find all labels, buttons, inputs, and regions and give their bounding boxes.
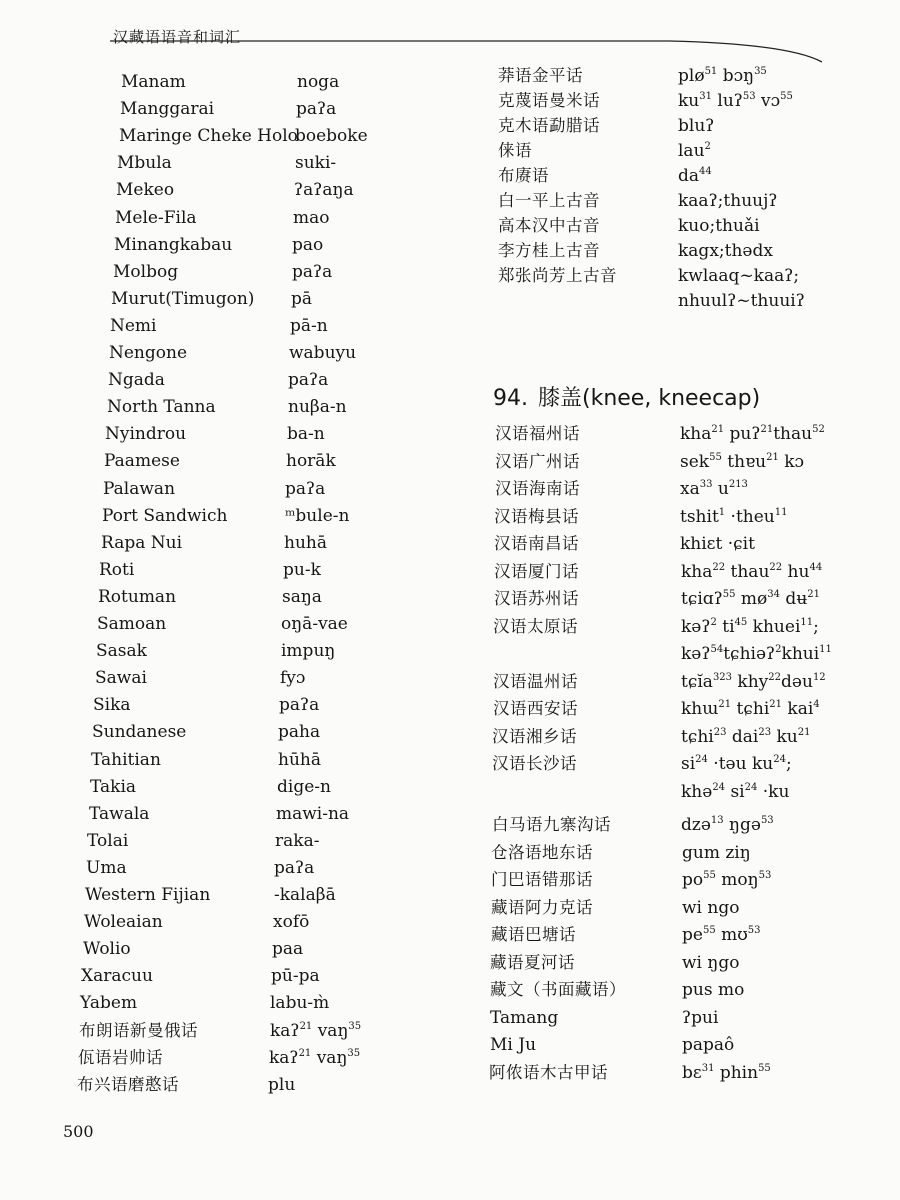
language-name: 佤语岩帅话	[78, 1048, 163, 1067]
language-name: Palawan	[103, 479, 176, 499]
word-form: kəʔ$^2$ $ti^{45}$ khuei$^{11}$;	[681, 617, 819, 637]
language-name: 阿侬语木古甲话	[489, 1063, 608, 1082]
word-form: ʔaʔaŋa	[294, 180, 354, 200]
word-form: $po^{55}$ moŋ$^{53}$	[682, 870, 772, 890]
word-form: kaʔ$^{21}$ vaŋ$^{35}$	[269, 1048, 361, 1068]
language-name: Paamese	[104, 451, 180, 471]
word-form: pu-k	[283, 560, 321, 580]
word-form: kəʔ$^{54}$tɕhiəʔ$^2$khui$^{11}$	[681, 644, 832, 664]
section-number: 94.	[493, 386, 528, 411]
word-form: khə$^{24}$ $si^{24} \cdot ku$	[681, 782, 790, 802]
language-name: Nemi	[110, 316, 157, 336]
language-name: Takia	[90, 777, 137, 797]
word-form: papaô	[682, 1035, 735, 1055]
language-name: 汉语海南话	[495, 479, 580, 498]
word-form: kaʔ$^{21}$ vaŋ$^{35}$	[270, 1021, 362, 1041]
running-head: 汉藏语语音和词汇	[113, 28, 242, 46]
language-name: Nyindrou	[105, 424, 187, 444]
language-name: Manam	[121, 72, 186, 92]
word-form: tshit$^1$ ·theu$^{11}$	[680, 507, 788, 527]
word-form: oŋā-vae	[281, 614, 348, 634]
header-rule	[110, 38, 822, 64]
word-form: wi ŋgo	[682, 953, 740, 973]
language-name: 藏语巴塘话	[491, 925, 576, 944]
language-name: Rapa Nui	[101, 533, 183, 553]
language-name: 门巴语错那话	[491, 870, 593, 889]
language-name: Tamang	[490, 1008, 559, 1028]
word-form: bɛ$^{31}$ phin$^{55}$	[682, 1063, 771, 1083]
language-name: Wolio	[83, 939, 131, 959]
word-form: fyɔ	[280, 668, 306, 688]
language-name: 汉语苏州话	[494, 589, 579, 608]
word-form: $da^{44}$	[678, 166, 712, 186]
language-name: Nengone	[109, 343, 188, 363]
word-form: suki-	[295, 153, 337, 173]
word-form: kagx;thədx	[678, 241, 773, 261]
word-form: saŋa	[282, 587, 322, 607]
language-name: 汉语西安话	[493, 699, 578, 718]
word-form: kha$^{22}$ thau$^{22}$ $hu^{44}$	[681, 562, 823, 582]
word-form: noga	[297, 72, 340, 92]
word-form: paʔa	[288, 370, 329, 390]
language-name: Murut(Timugon)	[111, 289, 255, 309]
word-form: raka-	[275, 831, 320, 851]
word-form: horāk	[286, 451, 336, 471]
word-form: tɕhi$^{23}$ dai$^{23}$ $ku^{21}$	[681, 727, 811, 747]
language-name: 汉语南昌话	[494, 534, 579, 553]
language-name: 布兴语磨憨话	[77, 1075, 179, 1094]
language-name: Rotuman	[98, 587, 177, 607]
language-name: Manggarai	[120, 99, 215, 119]
word-form: plu	[268, 1075, 296, 1095]
language-name: Western Fijian	[85, 885, 211, 905]
section-title: 膝盖(knee, kneecap)	[538, 386, 761, 411]
word-form: pā	[291, 289, 313, 309]
word-form: paʔa	[279, 695, 320, 715]
word-form: paʔa	[292, 262, 333, 282]
word-form: huhā	[284, 533, 327, 553]
word-form: bluʔ	[678, 116, 715, 136]
word-form: kaaʔ;thuujʔ	[678, 191, 778, 211]
word-form: sek$^{55}$ thɐu$^{21}$ kɔ	[680, 452, 805, 472]
word-form: kha$^{21}$ puʔ$^{21}$thau$^{52}$	[680, 424, 825, 444]
language-name: 莽语金平话	[498, 66, 583, 85]
word-form: $xa^{33}$ $u^{213}$	[680, 479, 748, 499]
language-name: Yabem	[80, 993, 138, 1013]
language-name: 汉语梅县话	[494, 507, 579, 526]
language-name: 仓洛语地东话	[491, 843, 593, 862]
word-form: $ku^{31}$ luʔ$^{53}$ vɔ$^{55}$	[678, 91, 793, 111]
word-form: hūhā	[278, 750, 321, 770]
language-name: 藏语阿力克话	[491, 898, 593, 917]
language-name: Roti	[99, 560, 135, 580]
section-heading	[493, 381, 760, 412]
language-name: Sundanese	[92, 722, 187, 742]
language-name: 汉语福州话	[495, 424, 580, 443]
word-form: dige-n	[277, 777, 331, 797]
word-form: $pe^{55}$ mʊ$^{53}$	[682, 925, 761, 945]
word-form: ʔpui	[682, 1008, 719, 1028]
language-name: Mele-Fila	[115, 208, 197, 228]
word-form: kwlaaq~kaaʔ;	[678, 266, 800, 286]
language-name: Sika	[93, 695, 131, 715]
language-name: 汉语长沙话	[492, 754, 577, 773]
word-form: boeboke	[295, 126, 368, 146]
language-name: 藏语夏河话	[490, 953, 575, 972]
language-name: 汉语湘乡话	[492, 727, 577, 746]
language-name: 克蔑语曼米话	[498, 91, 600, 110]
language-name: Mekeo	[116, 180, 175, 200]
language-name: 俫语	[498, 141, 532, 160]
language-name: 汉语温州话	[493, 672, 578, 691]
word-form: paa	[272, 939, 304, 959]
language-name: Woleaian	[84, 912, 163, 932]
word-form: gum ziŋ	[682, 843, 751, 863]
word-form: dzə$^{13}$ ŋgə$^{53}$	[681, 815, 774, 835]
language-name: Maringe Cheke Holo	[119, 126, 298, 146]
language-name: 布赓语	[498, 166, 549, 185]
word-form: paʔa	[274, 858, 315, 878]
language-name: 高本汉中古音	[498, 216, 600, 235]
word-form: tɕiɑʔ$^{55}$ $mø^{34}$ dʉ$^{21}$	[681, 589, 821, 609]
word-form: pā-n	[290, 316, 328, 336]
word-form: paʔa	[296, 99, 337, 119]
language-name: 汉语厦门话	[494, 562, 579, 581]
language-name: Tolai	[87, 831, 129, 851]
language-name: 布朗语新曼俄话	[79, 1021, 198, 1040]
word-form: khiɛt ·ɕit	[680, 534, 755, 554]
language-name: Xaracuu	[81, 966, 153, 986]
word-form: paha	[278, 722, 321, 742]
language-name: Ngada	[108, 370, 165, 390]
word-form: ba-n	[287, 424, 325, 444]
language-name: Sawai	[95, 668, 147, 688]
language-name: 克木语勐腊话	[498, 116, 600, 135]
language-name: Samoan	[97, 614, 167, 634]
language-name: 藏文（书面藏语）	[490, 980, 626, 999]
word-form: mao	[293, 208, 330, 228]
word-form: tɕĭa$^{323}$ khy$^{22}$dəu$^{12}$	[681, 672, 826, 692]
language-name: 郑张尚芳上古音	[498, 266, 617, 285]
word-form: $si^{24}$ ·təu $ku^{24}$;	[681, 754, 792, 774]
word-form: pao	[292, 235, 324, 255]
word-form: paʔa	[285, 479, 326, 499]
language-name: Mbula	[117, 153, 172, 173]
language-name: 汉语太原话	[493, 617, 578, 636]
word-form: wi ngo	[682, 898, 740, 918]
word-form: -kalaβā	[274, 885, 336, 905]
page-number: 500	[63, 1122, 94, 1141]
language-name: Molbog	[113, 262, 179, 282]
word-form: nuβa-n	[288, 397, 347, 417]
word-form: kuo;thuǎi	[678, 216, 760, 236]
language-name: Sasak	[96, 641, 147, 661]
word-form: pus mo	[682, 980, 745, 1000]
language-name: Tawala	[89, 804, 150, 824]
word-form: nhuulʔ~thuuiʔ	[678, 291, 805, 311]
language-name: Uma	[86, 858, 127, 878]
word-form: khɯ$^{21}$ tɕhi$^{21}$ kai$^4$	[681, 699, 820, 719]
word-form: impuŋ	[281, 641, 336, 661]
word-form: xofō	[273, 912, 310, 932]
language-name: 汉语广州话	[495, 452, 580, 471]
language-name: North Tanna	[107, 397, 216, 417]
word-form: pū-pa	[271, 966, 320, 986]
word-form: mawi-na	[276, 804, 350, 824]
language-name: Tahitian	[91, 750, 161, 770]
word-form: ᵐbule-n	[285, 506, 350, 526]
language-name: Minangkabau	[114, 235, 233, 255]
word-form: labu-m̀	[270, 993, 330, 1013]
word-form: lau$^2$	[678, 141, 711, 161]
language-name: Mi Ju	[490, 1035, 537, 1055]
word-form: wabuyu	[289, 343, 357, 363]
language-name: 白一平上古音	[498, 191, 600, 210]
language-name: 李方桂上古音	[498, 241, 600, 260]
language-name: 白马语九寨沟话	[492, 815, 611, 834]
language-name: Port Sandwich	[102, 506, 228, 526]
word-form: plø$^{51}$ bɔŋ$^{35}$	[678, 66, 767, 86]
